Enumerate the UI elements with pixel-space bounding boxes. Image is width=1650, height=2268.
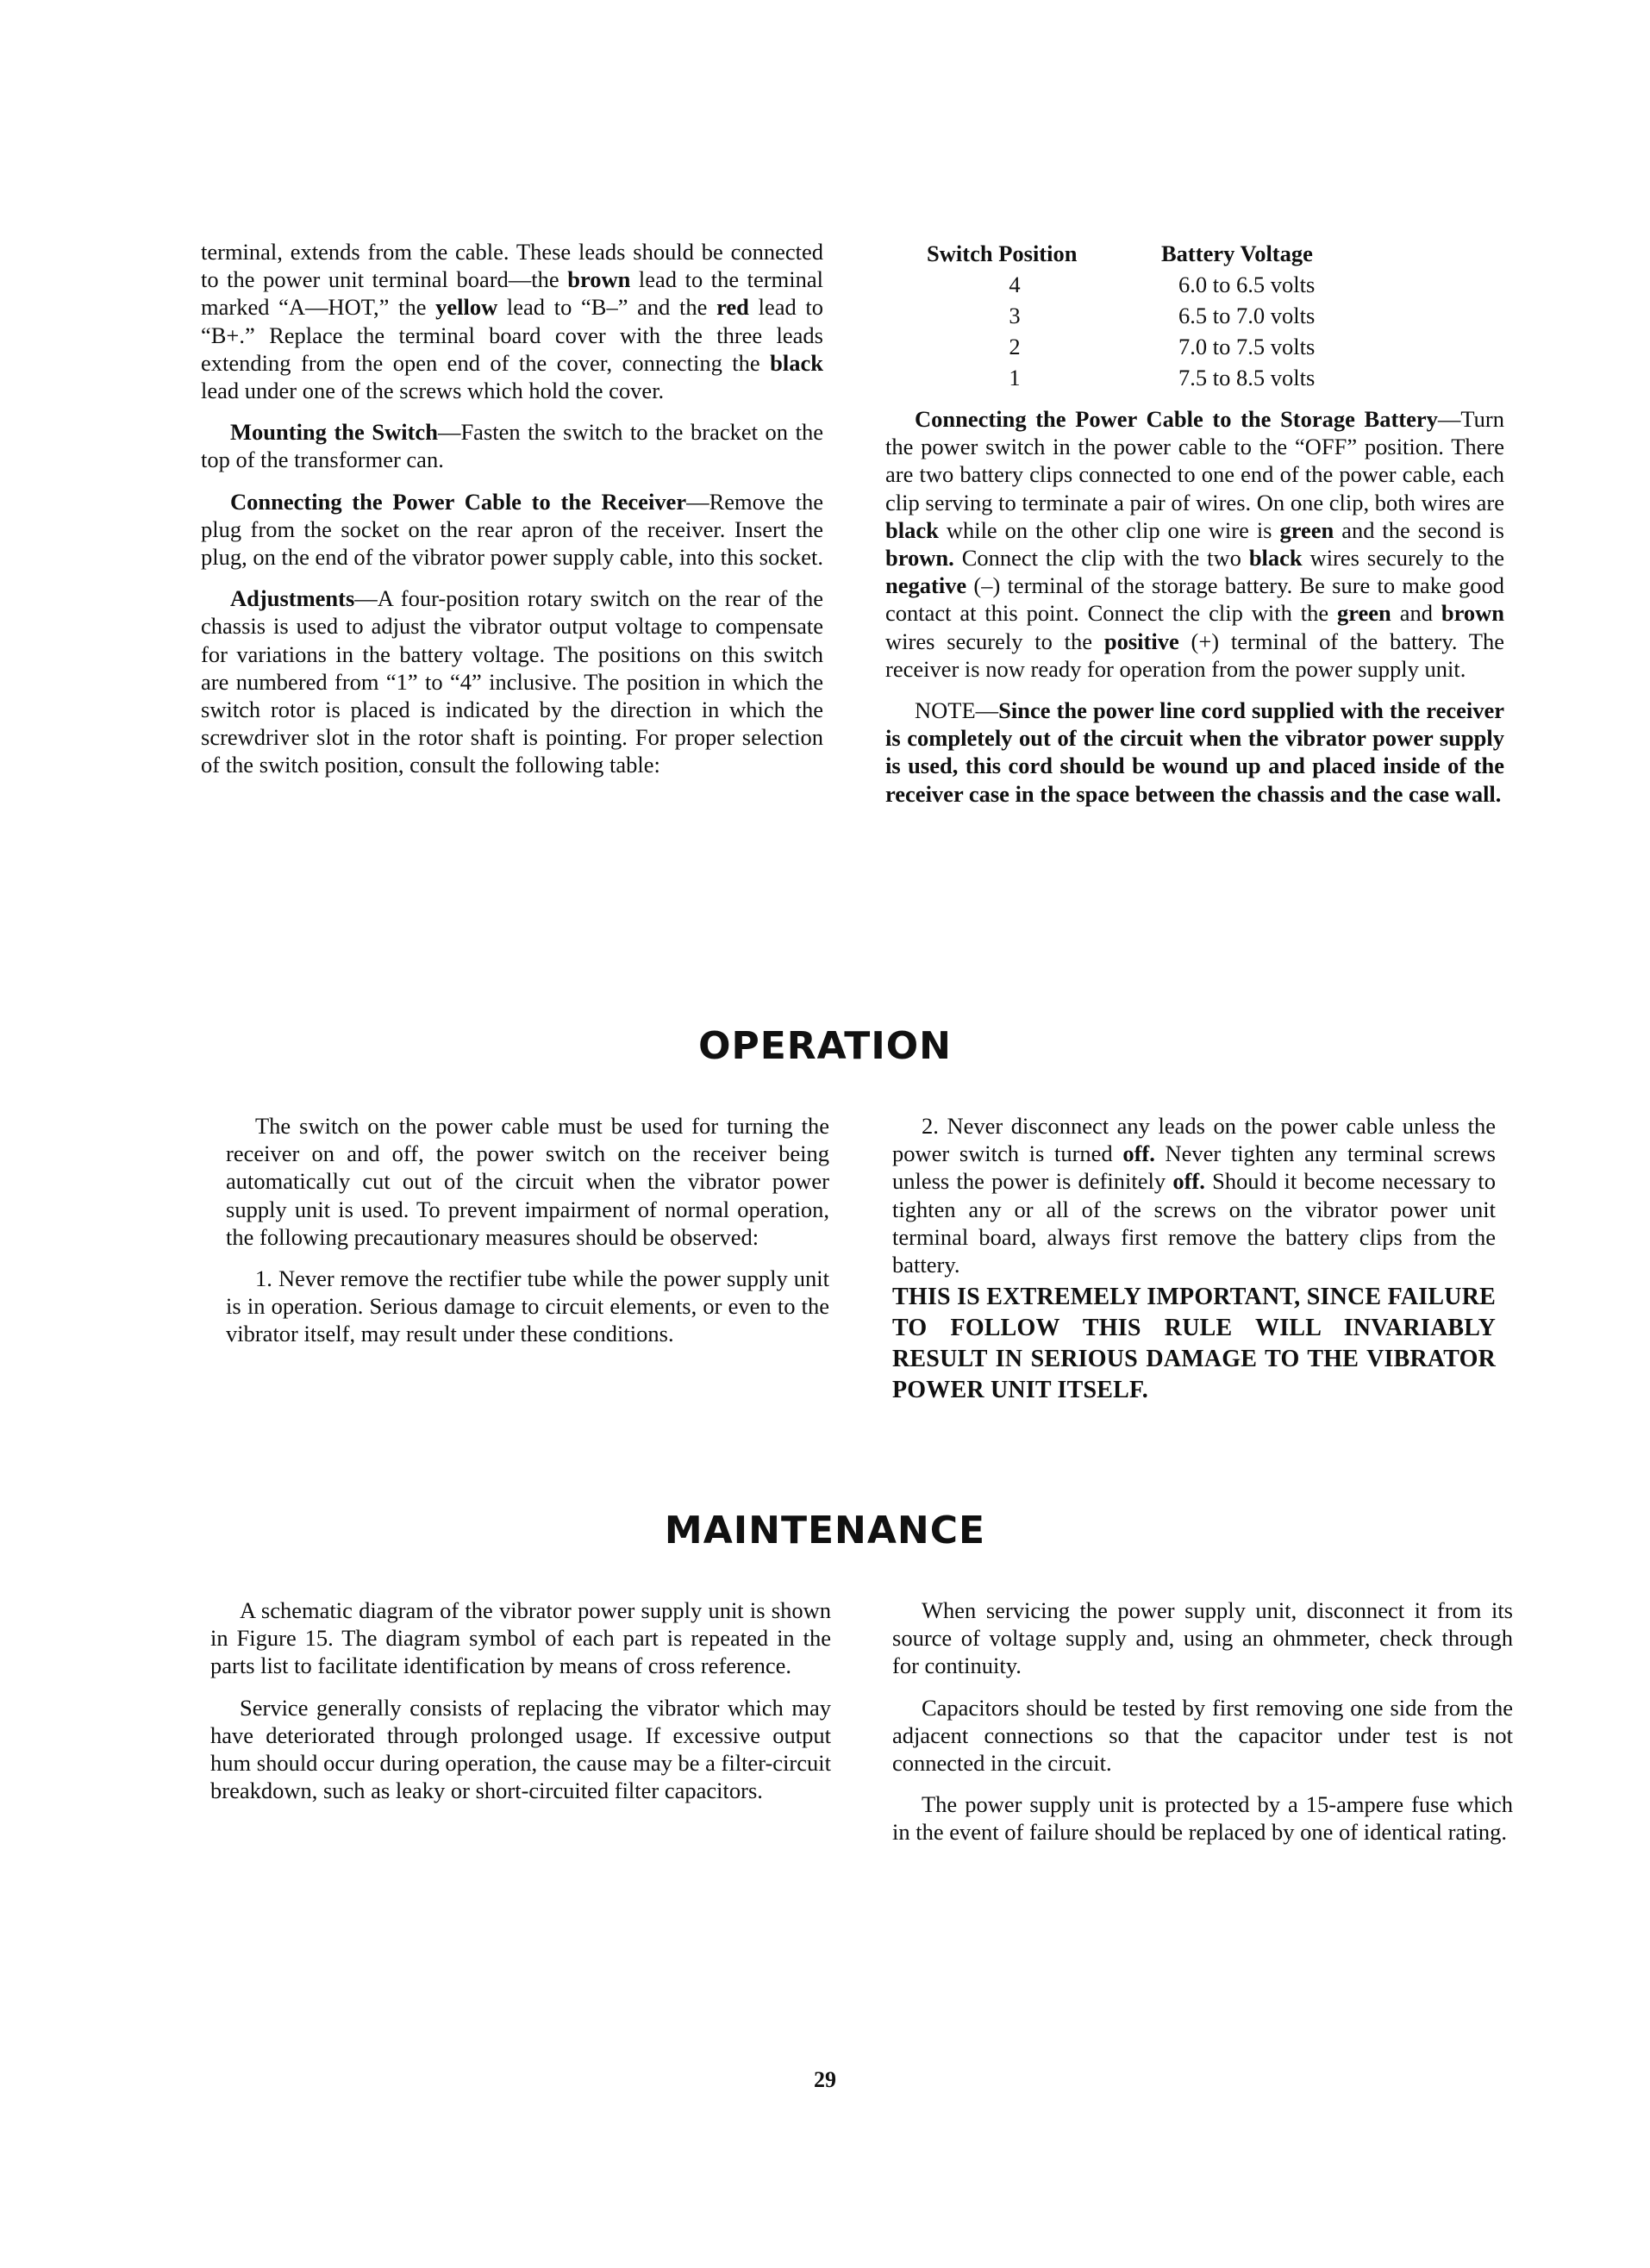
battery-voltage-cell: 7.5 to 8.5 volts [1178,365,1316,390]
maintenance-right-column [892,1596,1513,1860]
paragraph-adjustments: Adjustments—A four-position rotary switch on the rear of the chassis is used to adjust the vibrator output voltage to compensate for variations in the battery voltage. The positions on this switch are numbered from “1” to “4” inclusive. The position in which the switch rotor is placed is indicated by the direction in which the screwdriver slot in the rotor shaft is pointing. For proper selection of the switch position, consult the following table: [201,585,823,778]
subheading-connecting-receiver: Connecting the Power Cable to the Receiver [230,488,687,515]
column-header-battery-voltage: Battery Voltage [1161,241,1313,266]
switch-position-cell: 1 [1009,365,1021,390]
switch-position-table [885,238,1504,393]
paragraph-connecting-receiver: Connecting the Power Cable to the Receiver—Remove the plug from the socket on the rear apron of the receiver. Insert the plug, on the end of the vibrator power supply cable, into this socket. [201,488,824,571]
table-row [885,269,1504,300]
battery-voltage-cell: 6.5 to 7.0 volts [1178,303,1316,328]
emphasis-red: red [716,294,749,321]
battery-voltage-cell: 6.0 to 6.5 volts [1178,272,1316,297]
paragraph-connecting-storage-battery: Connecting the Power Cable to the Storage Battery—Turn the power switch in the power cable to the “OFF” position. There are two battery clips connected to one end of the power cable, each clip serving to terminate a pair of wires. On one clip, both wires are black while on the other clip one wire is green and the second is brown. Connect the clip with the two black wires securely to the negative (–) terminal of the storage battery. Be sure to make good contact at this point. Connect the clip with the green and brown wires securely to the positive (+) terminal of the battery. The receiver is now ready for operation from the power supply unit. [885,406,1505,682]
note-paragraph [885,697,1504,808]
emphasis-yellow: yellow [435,294,498,321]
maintenance-left-column [210,1596,831,1818]
operation-right-column [892,1112,1496,1420]
top-right-column [885,238,1504,822]
switch-position-cell: 4 [1009,272,1021,297]
operation-warning: THIS IS EXTREMELY IMPORTANT, SINCE FAILURE TO FOLLOW THIS RULE WILL INVARIABLY RESULT IN SERIOUS DAMAGE TO THE VIBRATOR POWER UNIT ITSELF. [892,1284,1496,1404]
subheading-connecting-storage-battery: Connecting the Power Cable to the Storage Battery [915,406,1438,432]
maintenance-capacitors-paragraph: Capacitors should be tested by first removing one side from the adjacent connections so that the capacitor under test is not connected in the circuit. [892,1694,1513,1777]
operation-left-column [226,1112,829,1362]
subheading-mounting-switch: Mounting the Switch [230,419,438,446]
emphasis-black: black [770,349,823,376]
maintenance-schematic-paragraph: A schematic diagram of the vibrator power supply unit is shown in Figure 15. The diagram symbol of each part is repeated in the parts list to facilitate identification by means of cross reference. [210,1597,831,1679]
operation-precaution-2: 2. Never disconnect any leads on the power cable unless the power switch is turned off. Never tighten any terminal screws unless the power is definitely off. Should it become necessary to tighten any or all of the screws on the vibrator power unit terminal board, always first remove the battery clips from the battery. [892,1113,1496,1278]
subheading-adjustments: Adjustments [230,585,355,612]
table-row [885,331,1504,362]
maintenance-service-paragraph: Service generally consists of replacing the vibrator which may have deteriorated through prolonged usage. If excessive output hum should occur during operation, the cause may be a filter-circuit breakdown, such as leaky or short-circuited filter capacitors. [210,1694,831,1804]
top-left-column [201,238,823,793]
paragraph-lead-connections: terminal, extends from the cable. These leads should be connected to the power unit terminal board—the brown lead to the terminal marked “A—HOT,” the yellow lead to “B–” and the red lead to “B+.” Replace the terminal board cover with the three leads extending from the open end of the cover, connecting the black lead under one of the screws which hold the cover. [201,239,823,404]
paragraph-mounting-switch: Mounting the Switch—Fasten the switch to the bracket on the top of the transformer can. [201,419,823,473]
table-row [885,300,1504,331]
section-heading-maintenance: MAINTENANCE [664,1509,986,1553]
note-text: Since the power line cord supplied with the receiver is completely out of the circuit when the vibrator power supply is used, this cord should be wound up and placed inside of the receiver case in the space between the chassis and the case wall. [885,697,1504,807]
section-heading-operation: OPERATION [698,1024,952,1068]
table-header-row [885,238,1504,269]
table-row [885,362,1504,393]
switch-position-cell: 3 [1009,303,1021,328]
column-header-switch-position: Switch Position [927,241,1078,266]
operation-precaution-1: 1. Never remove the rectifier tube while the power supply unit is in operation. Serious damage to circuit elements, or even to the vibrator itself, may result under these conditions. [226,1265,829,1347]
maintenance-servicing-paragraph: When servicing the power supply unit, disconnect it from its source of voltage supply and, using an ohmmeter, check through for continuity. [892,1597,1513,1679]
battery-voltage-cell: 7.0 to 7.5 volts [1178,334,1316,359]
emphasis-brown: brown [567,266,631,293]
switch-position-cell: 2 [1009,334,1021,359]
page-number: 29 [814,2067,836,2092]
maintenance-fuse-paragraph: The power supply unit is protected by a 15-ampere fuse which in the event of failure should be replaced by one of identical rating. [892,1791,1513,1846]
note-lead: NOTE— [915,697,999,724]
operation-intro-paragraph: The switch on the power cable must be used for turning the receiver on and off, the power switch on the receiver being automatically cut out of the circuit when the vibrator power supply unit is used. To prevent impairment of normal operation, the following precautionary measures should be observed: [226,1113,829,1250]
